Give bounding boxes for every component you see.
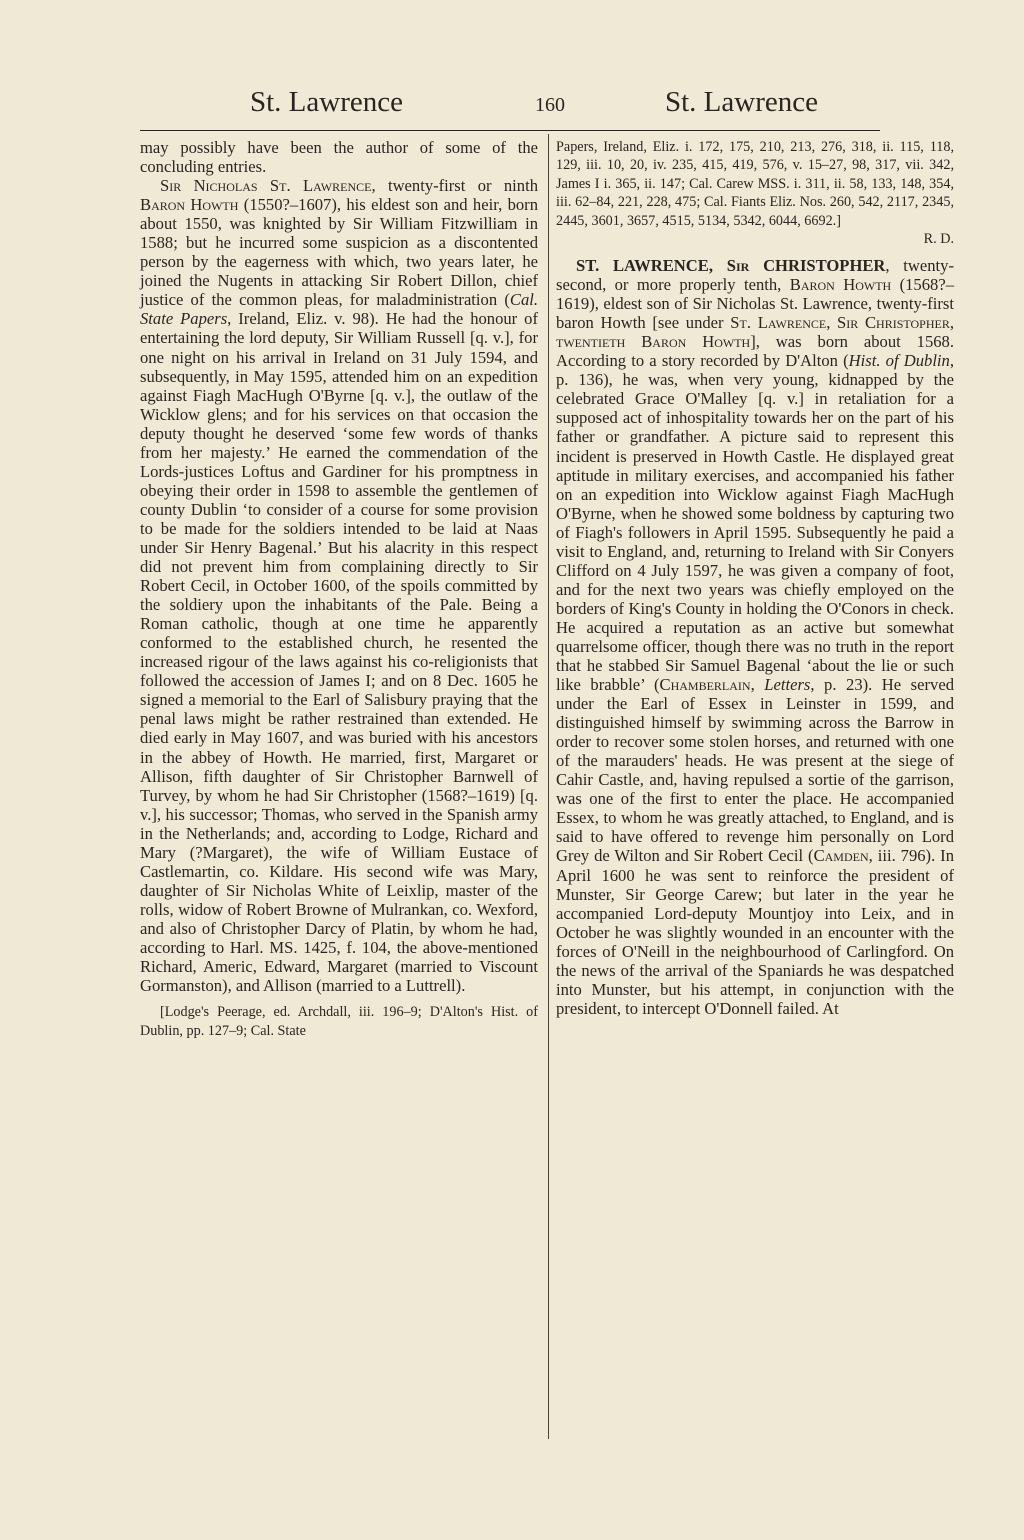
left-column: [140, 138, 538, 1040]
text-run: (1550?–1607), his eldest son and heir, born about 1550, was knighted by Sir William Fitzwilliam in 1588; but he incurred some suspicion as a discontented person by the eagerness with which, two years later, he joined the Nugents in attacking Sir Robert Dillon, chief justice of the common pleas, for maladministration (: [140, 195, 538, 310]
cited-author: Chamberlain: [659, 675, 751, 695]
entry-heading: ST. LAWRENCE,: [576, 256, 727, 276]
title-name: Baron Howth: [789, 275, 892, 295]
text-run: , p. 23). He served under the Earl of Essex in Leinster in 1599, and distinguished himself by swimming across the Barrow in order to recover some stolen horses, and returned with one of the marauders' heads. He was present at the siege of Cahir Castle, and, having repulsed a sortie of the garrison, was one of the first to enter the place. He accompanied Essex, to whom he was greatly attached, to England, and is said to have offered to revenge him personally on Lord Grey de Wilton and Sir Robert Cecil (: [556, 675, 954, 866]
text-run: , Ireland, Eliz. v. 98). He had the honour of entertaining the lord deputy, Sir William Russell [q. v.], for one night on his arrival in Ireland on 31 July 1594, and subsequently, in May 1595, attended him on an expedition against Fiagh MacHugh O'Byrne [q. v.], the outlaw of the Wicklow glens; and for his services on that occasion the deputy thought he deserved ‘some few words of thanks from her majesty.’ He earned the commendation of the Lords-justices Loftus and Gardiner for his promptness in obeying their order in 1598 to assemble the gentlemen of county Dublin ‘to consider of a course for some provision to be made for the soldiers intended to be laid at Naas under Sir Henry Bagenal.’ But his alacrity in this respect did not prevent him from complaining directly to Sir Robert Cecil, in October 1600, of the spoils committed by the soldiery upon the inhabitants of the Pale. Being a Roman catholic, though at one time he apparently conformed to the established church, he resented the increased rigour of the laws against his co-religionists that followed the accession of James I; and on 8 Dec. 1605 he signed a memorial to the Earl of Salisbury praying that the penal laws might be rather restrained than extended. He died early in May 1607, and was buried with his ancestors in the abbey of Howth. He married, first, Margaret or Allison, fifth daughter of Sir Christopher Barnwell of Turvey, by whom he had Sir Christopher (1568?–1619) [q. v.], his successor; Thomas, who served in the Spanish army in the Netherlands; and, according to Lodge, Richard and Mary (?Margaret), the wife of William Eustace of Castlemartin, co. Kildare. His second wife was Mary, daughter of Sir Nicholas White of Leixlip, master of the rolls, widow of Robert Browne of Mulrankan, co. Wexford, and also of Christopher Darcy of Platin, by whom he had, according to Harl. MS. 1425, f. 104, the above-mentioned Richard, Americ, Edward, Margaret (married to Viscount Gormanston), and Allison (married to a Luttrell).: [140, 309, 538, 996]
text-run: , twenty-second, or more properly tenth,: [556, 256, 954, 295]
cited-work: Cal. State Papers: [140, 290, 538, 329]
sources-note: [Lodge's Peerage, ed. Archdall, iii. 196–9; D'Alton's Hist. of Dublin, pp. 127–9; Cal. State: [140, 1004, 538, 1039]
header-left-title: St. Lawrence: [250, 86, 403, 118]
author-signature: R. D.: [923, 231, 954, 248]
text-run: (1568?–1619), eldest son of Sir Nicholas St. Lawrence, twenty-first baron Howth [see under: [556, 275, 954, 333]
running-header: [140, 82, 880, 128]
text-run: , twenty-first or ninth: [371, 176, 539, 196]
cited-work: Letters: [764, 675, 811, 695]
cited-author: Camden: [813, 846, 869, 866]
text-run: , iii. 796). In April 1600 he was sent to reinforce the president of Munster, Sir George Carew; but later in the year he accompanied Lord-deputy Mountjoy into Leix, and in October he was slightly wounded in an encounter with the forces of O'Neill in the neighbourhood of Carlingford. On the news of the arrival of the Spaniards he was despatched into Munster, but his attempt, in conjunction with the president, to intercept O'Donnell failed. At: [556, 846, 954, 1018]
entry-sir-nicholas: [140, 176, 538, 995]
text-run: ,: [750, 675, 765, 695]
right-column: [556, 138, 954, 1018]
entry-heading-title: Sir: [726, 256, 750, 276]
page-number: 160: [535, 94, 565, 116]
header-right-title: St. Lawrence: [665, 86, 818, 118]
text-run: ], was born about 1568. According to a story recorded by D'Alton (: [556, 332, 954, 371]
paragraph-continuation: may possibly have been the author of some of the concluding entries.: [140, 138, 538, 177]
title-name: Baron Howth: [140, 195, 239, 215]
sources-note-continued: Papers, Ireland, Eliz. i. 172, 175, 210, 213, 276, 318, ii. 115, 118, 129, iii. 10, 20, iv. 235, 415, 419, 576, v. 15–27, 98, 317, vii. 342, James I i. 365, ii. 147; Cal. Carew MSS. i. 311, ii. 58, 133, 148, 354, iii. 62–84, 221, 228, 475; Cal. Fiants Eliz. Nos. 260, 542, 2117, 2345, 2445, 3601, 3657, 4515, 5134, 5342, 6044, 6692.]: [556, 139, 954, 229]
cited-work: Hist. of Dublin: [848, 351, 950, 371]
cross-reference: St. Lawrence, Sir Christopher, twentieth Baron Howth: [556, 313, 954, 352]
entry-sir-christopher: [556, 256, 954, 1018]
text-run: , p. 136), he was, when very young, kidnapped by the celebrated Grace O'Malley [q. v.] in retaliation for a supposed act of inhospitality towards her on the part of his father or grandfather. A picture said to represent this incident is preserved in Howth Castle. He displayed great aptitude in military exercises, and accompanied his father on an expedition into Wicklow against Fiagh MacHugh O'Byrne, when he showed some boldness by capturing two of Fiagh's followers in April 1595. Subsequently he paid a visit to England, and, returning to Ireland with Sir Conyers Clifford on 4 July 1597, he was given a company of foot, and for the next two years was chiefly employed on the borders of King's County in holding the O'Conors in check. He acquired a reputation as an active but somewhat quarrelsome officer, though there was no truth in the report that he stabbed Sir Samuel Bagenal ‘about the lie or such like brabble’ (: [556, 351, 954, 695]
column-divider: [548, 134, 549, 1439]
entry-name: Sir Nicholas St. Lawrence: [160, 176, 372, 196]
header-rule: [140, 130, 880, 131]
entry-heading-name: CHRISTOPHER: [749, 256, 886, 276]
